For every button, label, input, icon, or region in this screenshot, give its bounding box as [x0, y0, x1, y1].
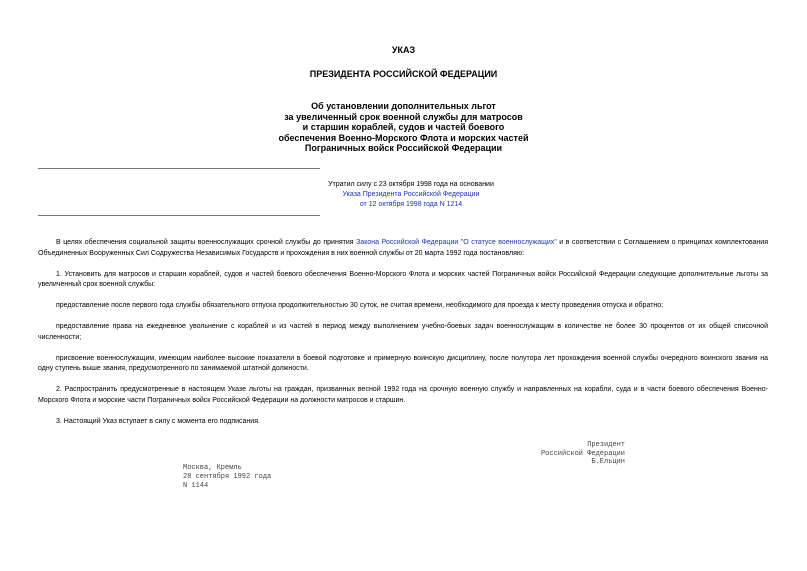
- paragraph-1: 1. Установить для матросов и старшин кораблей, судов и частей боевого обеспечения Военно-Морского Флота и морских частей Пограничных войск Российской Федерации следующие дополнительные льготы за увеличенный срок военной службы:: [38, 270, 768, 288]
- title-line: и старшин кораблей, судов и частей боевого: [302, 122, 505, 132]
- title-line: обеспечения Военно-Морского Флота и морских частей: [278, 132, 529, 143]
- paragraph-preamble: [38, 238, 768, 259]
- signature-block: [536, 441, 625, 467]
- divider-bottom: [38, 215, 320, 216]
- date: 28 сентября 1992 года: [183, 473, 272, 481]
- paragraph-3: 3. Настоящий Указ вступает в силу с момента его подписания.: [56, 417, 260, 425]
- paragraph-benefit-leave-daily: предоставление права на ежедневное увольнение с кораблей и из частей в период между выполнением учебно-боевых задач военнослужащим в количестве не более 30 процентов от их общей списочной численности;: [38, 323, 768, 341]
- decree-number: N 1144: [183, 482, 209, 490]
- law-status-link[interactable]: Закона Российской Федерации "О статусе военнослужащих": [356, 239, 557, 246]
- document-type: УКАЗ: [391, 45, 416, 55]
- paragraph-benefit-leave: предоставление после первого года службы обязательного отпуска продолжительностью 30 суток, не считая времени, необходимого для проезда к месту проведения отпуска и обратно;: [56, 302, 664, 309]
- signature-name: Б.Ельцин: [591, 458, 625, 466]
- document-title: [0, 101, 807, 154]
- preamble-text-end: и в соответствии с Соглашением о принципах комплектования Объединенных Вооруженных Сил Содружества Независимых Государств и прохождения в них военной службы от 20 марта 1992 года постановляю:: [38, 239, 768, 257]
- repeal-note-text: Утратил силу с 23 октября 1998 года на основании: [328, 181, 494, 188]
- place-date-block: [183, 464, 271, 491]
- divider-top: [38, 168, 320, 169]
- signature-title: Президент: [587, 441, 625, 449]
- document-body: [38, 238, 768, 438]
- issuer: ПРЕЗИДЕНТА РОССИЙСКОЙ ФЕДЕРАЦИИ: [309, 69, 498, 79]
- repeal-note: [290, 180, 532, 210]
- repeal-decree-link-line[interactable]: Указа Президента Российской Федерации: [342, 191, 480, 198]
- paragraph-2: 2. Распространить предусмотренные в настоящем Указе льготы на граждан, призванных весной 1992 года на срочную военную службу и направленных на корабли, суда и в части боевого обеспечения Военно-Морского Флота и морские части Пограничных войск Российской Федерации на должности матросов и старшин.: [38, 386, 768, 404]
- title-line: Пограничных войск Российской Федерации: [304, 143, 503, 153]
- preamble-text: В целях обеспечения социальной защиты военнослужащих срочной службы до принятия: [56, 239, 357, 246]
- repeal-decree-link[interactable]: [290, 190, 532, 210]
- signature-country: Российской Федерации: [540, 449, 625, 458]
- paragraph-benefit-rank: присвоение военнослужащим, имеющим наиболее высокие показатели в боевой подготовке и примерную воинскую дисциплину, после полутора лет прохождения военной службы очередного воинского звания на одну ступень выше звания, предусмотренного по занимаемой штатной должности.: [38, 354, 768, 372]
- place: Москва, Кремль: [183, 464, 242, 472]
- title-line: Об установлении дополнительных льгот: [311, 101, 496, 111]
- title-line: за увеличенный срок военной службы для матросов: [284, 111, 523, 122]
- repeal-decree-link-line[interactable]: от 12 октября 1998 года N 1214: [359, 201, 463, 208]
